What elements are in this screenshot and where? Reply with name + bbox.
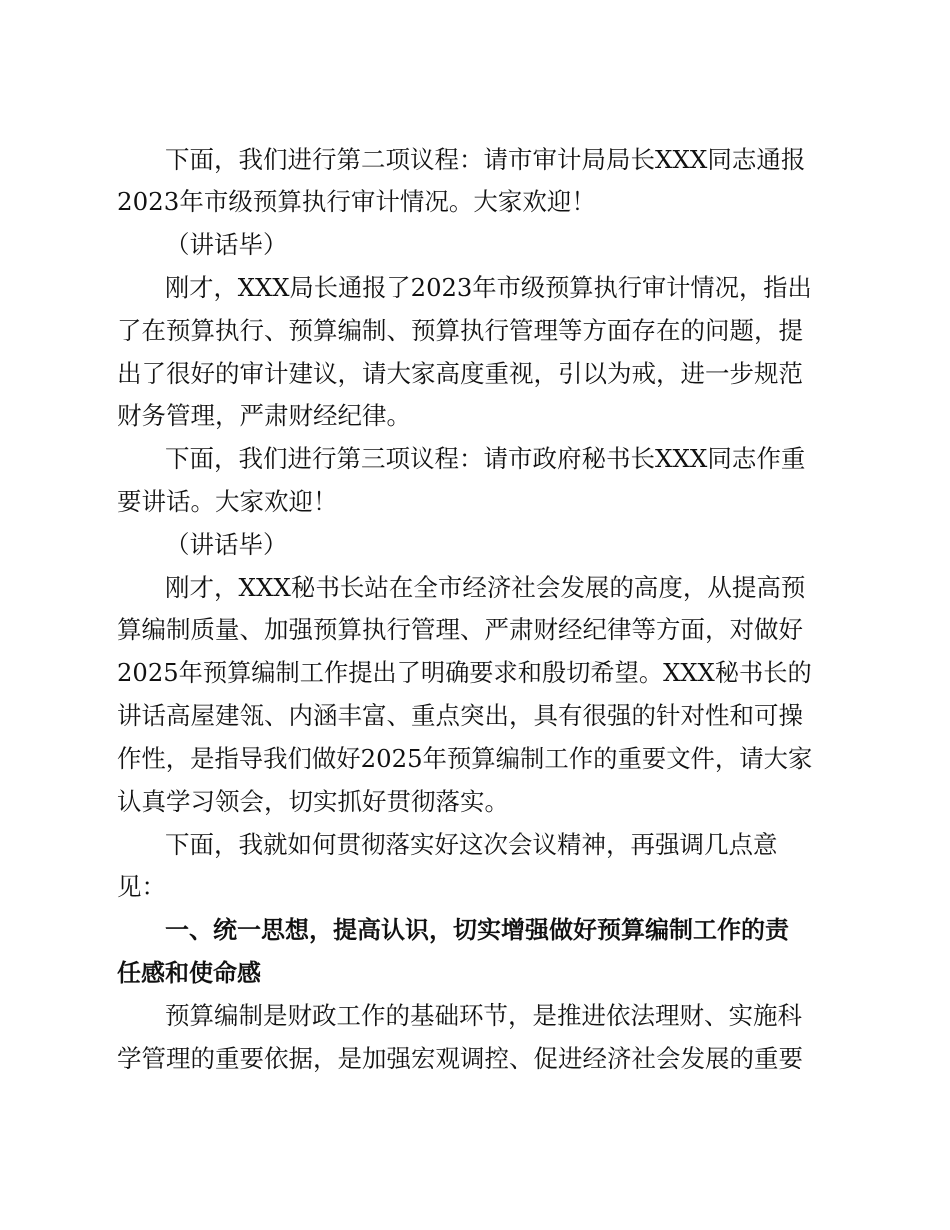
paragraph-line: 认真学习领会，切实抓好贯彻落实。 [117,787,509,816]
paragraph-line: 算编制质量、加强预算执行管理、严肃财经纪律等方面，对做好 [117,615,803,644]
paragraph-line: 刚才，XXX局长通报了2023年市级预算执行审计情况，指出 [165,273,812,302]
paragraph-line: 了在预算执行、预算编制、预算执行管理等方面存在的问题，提 [117,316,803,345]
paragraph-line: 下面，我就如何贯彻落实好这次会议精神，再强调几点意 [165,830,778,859]
paragraph-line: 下面，我们进行第二项议程：请市审计局局长XXX同志通报 [165,145,806,174]
paragraph-line: 下面，我们进行第三项议程：请市政府秘书长XXX同志作重 [165,444,806,473]
paragraph-line: 见： [117,872,166,901]
paragraph-line: 2025年预算编制工作提出了明确要求和殷切希望。XXX秘书长的 [117,658,812,687]
paragraph-line: 要讲话。大家欢迎！ [117,487,338,516]
speech-end-note: （讲话毕） [165,530,288,559]
paragraph-line: 讲话高屋建瓴、内涵丰富、重点突出，具有很强的针对性和可操 [117,701,803,730]
section-heading: 任感和使命感 [117,959,261,987]
paragraph-line: 财务管理，严肃财经纪律。 [117,401,411,430]
paragraph-line: 刚才，XXX秘书长站在全市经济社会发展的高度，从提高预 [165,573,806,602]
paragraph-line: 出了很好的审计建议，请大家高度重视，引以为戒，进一步规范 [117,359,803,388]
paragraph-line: 2023年市级预算执行审计情况。大家欢迎！ [117,187,596,216]
section-heading: 一、统一思想，提高认识，切实增强做好预算编制工作的责 [165,916,789,944]
paragraph-line: 预算编制是财政工作的基础环节，是推进依法理财、实施科 [165,1001,802,1030]
paragraph-line: 学管理的重要依据，是加强宏观调控、促进经济社会发展的重要 [117,1044,803,1073]
paragraph-line: 作性，是指导我们做好2025年预算编制工作的重要文件，请大家 [117,744,813,773]
speech-end-note: （讲话毕） [165,230,288,259]
